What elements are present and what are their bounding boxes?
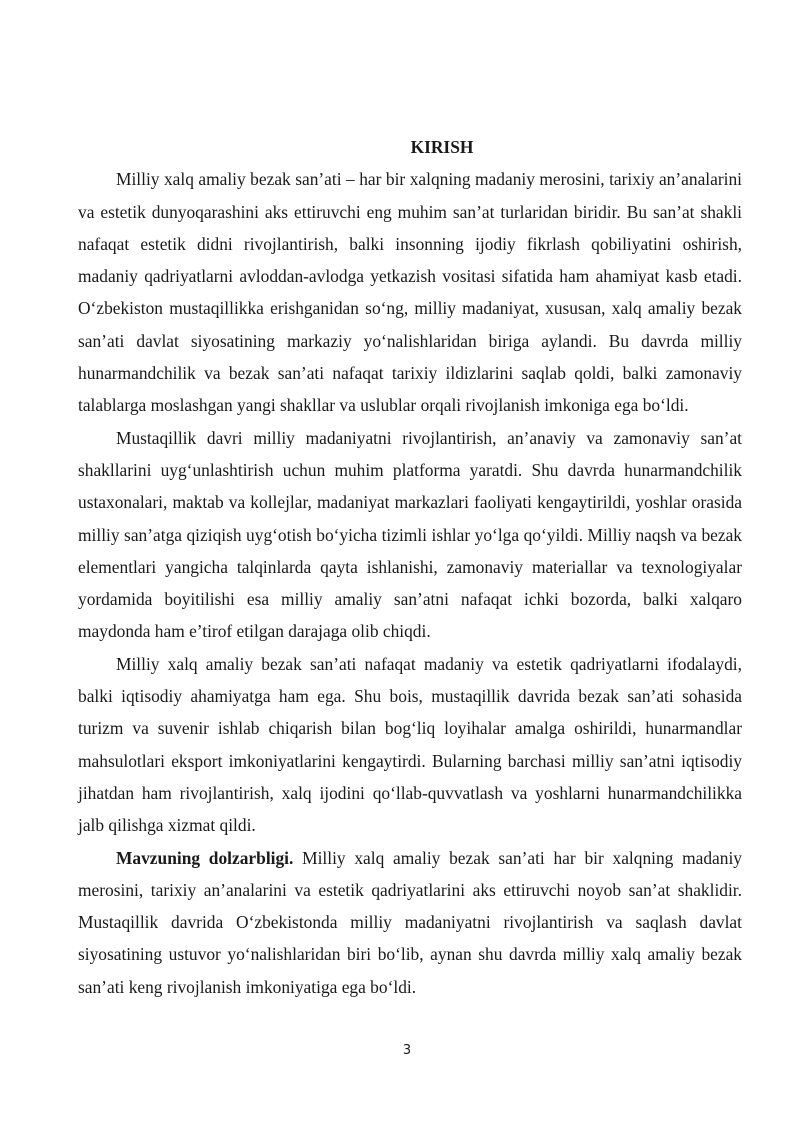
- document-body: [78, 131, 742, 1003]
- paragraph-4-lead: Mavzuning dolzarbligi.: [116, 847, 294, 868]
- paragraph-4: [78, 842, 742, 1003]
- paragraph-2: Mustaqillik davri milliy madaniyatni rivojlantirish, an’anaviy va zamonaviy san’at shakllarini uyg‘unlashtirish uchun muhim platforma yaratdi. Shu davrda hunarmandchilik ustaxonalari, maktab va kollejlar, madaniyat markazlari faoliyati kengaytirildi, yoshlar orasida milliy san’atga qiziqish uyg‘otish bo‘yicha tizimli ishlar yo‘lga qo‘yildi. Milliy naqsh va bezak elementlari yangicha talqinlarda qayta ishlanishi, zamonaviy materiallar va texnologiyalar yordamida boyitilishi esa milliy amaliy san’atni nafaqat ichki bozorda, balki xalqaro maydonda ham e’tirof etilgan darajaga olib chiqdi.: [78, 427, 742, 642]
- page-number: 3: [402, 1043, 412, 1058]
- paragraph-3: Milliy xalq amaliy bezak san’ati nafaqat madaniy va estetik qadriyatlarni ifodalaydi, balki iqtisodiy ahamiyatga ham ega. Shu bois, mustaqillik davrida bezak san’ati sohasida turizm va suvenir ishlab chiqarish bilan bog‘liq loyihalar amalga oshirildi, hunarmandlar mahsulotlari eksport imkoniyatlarini kengaytirdi. Bularning barchasi milliy san’atni iqtisodiy jihatdan ham rivojlantirish, xalq ijodini qo‘llab-quvvatlash va yoshlarni hunarmandchilikka jalb qilishga xizmat qildi.: [78, 653, 742, 836]
- paragraph-4-text: Milliy xalq amaliy bezak san’ati har bir xalqning madaniy merosini, tarixiy an’analarini va estetik qadriyatlarini aks ettiruvchi noyob san’at shaklidir. Mustaqillik davrida O‘zbekistonda milliy madaniyatni rivojlantirish va saqlash davlat siyosatining ustuvor yo‘nalishlaridan biri bo‘lib, aynan shu davrda milliy xalq amaliy bezak san’ati keng rivojlanish imkoniyatiga ega bo‘ldi.: [78, 847, 742, 997]
- paragraph-1: Milliy xalq amaliy bezak san’ati – har bir xalqning madaniy merosini, tarixiy an’analarini va estetik dunyoqarashini aks ettiruvchi eng muhim san’at turlaridan biridir. Bu san’at shakli nafaqat estetik didni rivojlantirish, balki insonning ijodiy fikrlash qobiliyatini oshirish, madaniy qadriyatlarni avloddan-avlodga yetkazish vositasi sifatida ham ahamiyat kasb etadi. O‘zbekiston mustaqillikka erishganidan so‘ng, milliy madaniyat, xususan, xalq amaliy bezak san’ati davlat siyosatining markaziy yo‘nalishlaridan biriga aylandi. Bu davrda milliy hunarmandchilik va bezak san’ati nafaqat tarixiy ildizlarini saqlab qoldi, balki zamonaviy talablarga moslashgan yangi shakllar va uslublar orqali rivojlanish imkoniga ega bo‘ldi.: [78, 169, 742, 416]
- section-heading: KIRISH: [410, 137, 474, 157]
